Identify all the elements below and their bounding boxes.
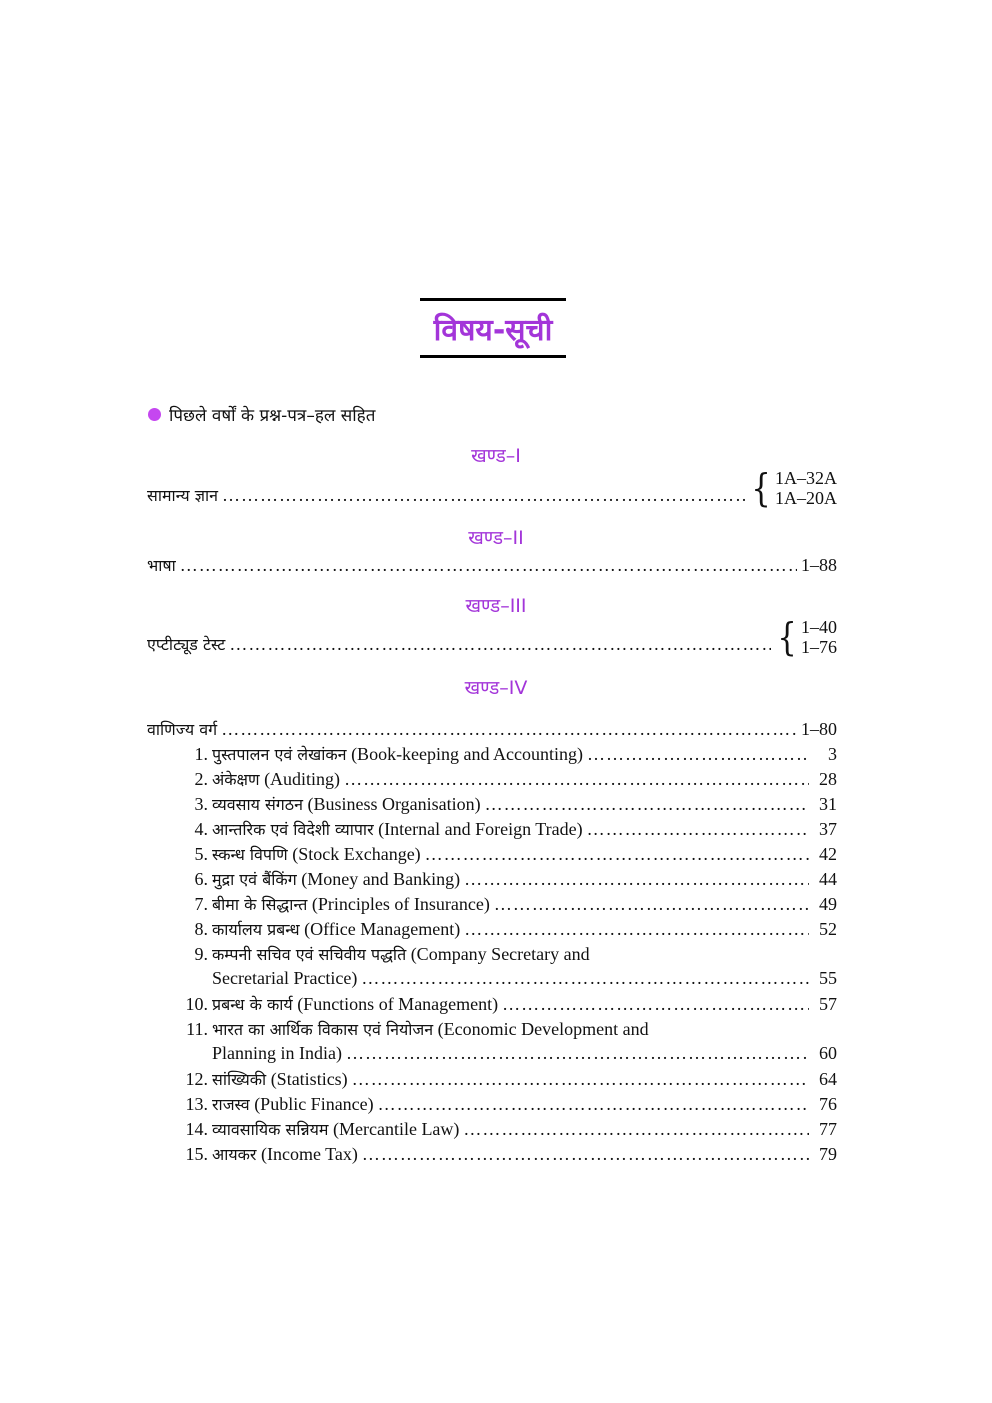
leader-dots [464, 919, 809, 940]
toc-label: भाषा [147, 556, 176, 575]
leader-dots [464, 869, 809, 890]
item-number: 8. [194, 919, 208, 939]
item-title-hindi: कार्यालय प्रबन्ध [212, 920, 300, 939]
item-title-hindi: आन्तरिक एवं विदेशी व्यापार [212, 820, 374, 839]
item-title-english: (Company Secretary and [410, 944, 590, 964]
item-number: 5. [194, 844, 208, 864]
item-page: 55 [819, 968, 837, 988]
item-number: 12. [185, 1069, 208, 1089]
section-heading-4: खण्ड–IV [464, 677, 528, 699]
leader-dots [352, 1069, 809, 1090]
toc-item-11-continuation[interactable] [178, 1043, 837, 1064]
item-title-hindi: मुद्रा एवं बैंकिंग [212, 870, 297, 889]
item-number: 9. [194, 944, 208, 964]
toc-item-8[interactable] [178, 918, 837, 940]
item-title-english: (Auditing) [264, 769, 341, 789]
toc-row-general-knowledge[interactable] [147, 468, 837, 508]
page-range-group [749, 468, 837, 508]
page-range: 1A–32A [775, 468, 837, 488]
item-title-hindi: आयकर [212, 1145, 257, 1164]
leader-dots [346, 1043, 809, 1064]
item-title-english: (Statistics) [270, 1069, 348, 1089]
leader-dots [425, 844, 809, 865]
toc-item-12[interactable] [178, 1068, 837, 1090]
intro-line [148, 403, 375, 426]
toc-label: वाणिज्य वर्ग [147, 720, 218, 739]
leader-dots [221, 719, 797, 740]
item-title-continuation: Secretarial Practice) [212, 968, 358, 988]
page-range: 1–80 [801, 719, 837, 739]
toc-item-6[interactable] [178, 868, 837, 890]
item-title-english: (Office Management) [304, 919, 461, 939]
item-page: 79 [819, 1144, 837, 1164]
toc-row-language[interactable] [147, 554, 837, 576]
item-number: 1. [194, 744, 208, 764]
title-box [420, 298, 566, 358]
toc-item-14[interactable] [178, 1118, 837, 1140]
item-page: 64 [819, 1069, 837, 1089]
page-range: 1–76 [801, 637, 837, 657]
item-title-english: (Income Tax) [260, 1144, 358, 1164]
toc-item-3[interactable] [178, 793, 837, 815]
item-page: 37 [819, 819, 837, 839]
toc-item-11[interactable] [178, 1018, 837, 1040]
item-title-hindi: कम्पनी सचिव एवं सचिवीय पद्धति [212, 945, 407, 964]
page-range-group [775, 617, 837, 657]
item-page: 44 [819, 869, 837, 889]
item-title-english: (Economic Development and [437, 1019, 649, 1039]
item-page: 49 [819, 894, 837, 914]
toc-item-9[interactable] [178, 943, 837, 965]
item-title-english: (Book-keeping and Accounting) [351, 744, 584, 764]
toc-item-7[interactable] [178, 893, 837, 915]
item-page: 28 [819, 769, 837, 789]
page-range: 1A–20A [775, 488, 837, 508]
item-title-hindi: बीमा के सिद्धान्त [212, 895, 308, 914]
item-number: 7. [194, 894, 208, 914]
toc-row-commerce[interactable] [147, 718, 837, 740]
item-number: 15. [185, 1144, 208, 1164]
item-number: 13. [185, 1094, 208, 1114]
item-number: 14. [185, 1119, 208, 1139]
item-number: 10. [185, 994, 208, 1014]
item-page: 60 [819, 1043, 837, 1063]
item-title-english: (Stock Exchange) [292, 844, 421, 864]
bullet-dot-icon [148, 408, 161, 421]
leader-dots [494, 894, 809, 915]
leader-dots [587, 744, 809, 765]
item-page: 3 [828, 744, 837, 764]
page-title: विषय-सूची [433, 312, 553, 348]
leader-dots [180, 555, 797, 576]
leader-dots [344, 769, 809, 790]
toc-row-aptitude-test[interactable] [147, 617, 837, 657]
item-title-hindi: पुस्तपालन एवं लेखांकन [212, 745, 347, 764]
item-page: 76 [819, 1094, 837, 1114]
leader-dots [361, 968, 809, 989]
item-number: 2. [194, 769, 208, 789]
page-range: 1–40 [801, 617, 837, 637]
leader-dots [485, 794, 809, 815]
item-title-hindi: व्यावसायिक सन्नियम [212, 1120, 329, 1139]
item-page: 31 [819, 794, 837, 814]
toc-item-10[interactable] [178, 993, 837, 1015]
brace-icon: { [751, 466, 771, 510]
toc-item-13[interactable] [178, 1093, 837, 1115]
item-number: 3. [194, 794, 208, 814]
toc-item-9-continuation[interactable] [178, 968, 837, 989]
item-title-hindi: प्रबन्ध के कार्य [212, 995, 293, 1014]
toc-item-5[interactable] [178, 843, 837, 865]
leader-dots [378, 1094, 809, 1115]
item-title-english: (Functions of Management) [297, 994, 499, 1014]
leader-dots [463, 1119, 809, 1140]
item-title-hindi: स्कन्ध विपणि [212, 845, 288, 864]
item-page: 42 [819, 844, 837, 864]
item-number: 4. [194, 819, 208, 839]
item-title-hindi: अंकेक्षण [212, 770, 260, 789]
item-title-english: (Public Finance) [254, 1094, 374, 1114]
section-heading-1: खण्ड–I [471, 445, 521, 467]
item-page: 52 [819, 919, 837, 939]
item-title-english: (Money and Banking) [301, 869, 461, 889]
leader-dots [587, 819, 809, 840]
item-title-english: (Mercantile Law) [332, 1119, 460, 1139]
item-page: 77 [819, 1119, 837, 1139]
toc-item-1[interactable] [178, 743, 837, 765]
item-title-hindi: राजस्व [212, 1095, 250, 1114]
leader-dots [362, 1144, 809, 1165]
leader-dots [222, 485, 745, 506]
brace-icon: { [777, 615, 797, 659]
item-title-hindi: व्यवसाय संगठन [212, 795, 303, 814]
intro-text: पिछले वर्षों के प्रश्न-पत्र–हल सहित [169, 406, 376, 426]
item-title-continuation: Planning in India) [212, 1043, 342, 1063]
toc-item-2[interactable] [178, 768, 837, 790]
toc-item-4[interactable] [178, 818, 837, 840]
item-title-hindi: भारत का आर्थिक विकास एवं नियोजन [212, 1020, 434, 1039]
section-heading-2: खण्ड–II [468, 527, 524, 549]
item-page: 57 [819, 994, 837, 1014]
toc-item-15[interactable] [178, 1143, 837, 1165]
toc-label: एप्टीट्यूड टेस्ट [147, 635, 226, 654]
leader-dots [229, 634, 771, 655]
item-title-english: (Internal and Foreign Trade) [378, 819, 583, 839]
item-title-english: (Principles of Insurance) [311, 894, 490, 914]
item-title-english: (Business Organisation) [307, 794, 481, 814]
page-range: 1–88 [801, 555, 837, 575]
toc-label: सामान्य ज्ञान [147, 486, 219, 505]
item-number: 11. [186, 1019, 208, 1039]
item-title-hindi: सांख्यिकी [212, 1070, 267, 1089]
leader-dots [502, 994, 809, 1015]
item-number: 6. [194, 869, 208, 889]
section-heading-3: खण्ड–III [465, 595, 527, 617]
